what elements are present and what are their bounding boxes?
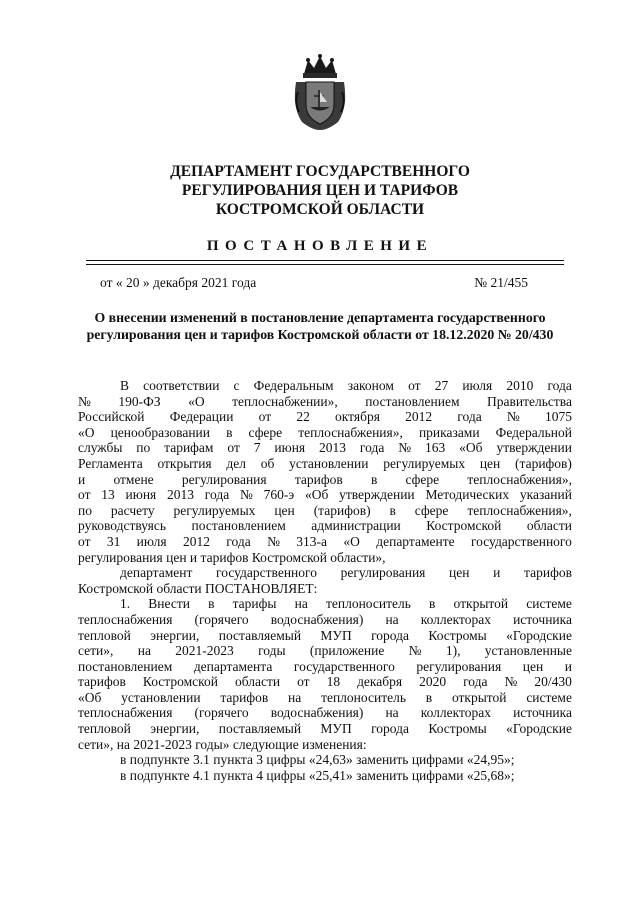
- word: сфере: [248, 424, 283, 440]
- word: №: [398, 440, 412, 456]
- word: Регламента: [78, 455, 143, 471]
- word: тарифов: [524, 565, 572, 581]
- word: регулирования: [416, 658, 502, 674]
- word: годы: [258, 643, 286, 659]
- justified-line: [78, 472, 572, 488]
- word: и: [493, 565, 501, 581]
- word: «Об: [304, 487, 329, 503]
- word: цен: [449, 565, 470, 581]
- word: службы: [78, 440, 123, 456]
- word: теплоснабжении»,: [232, 393, 338, 409]
- header-line-3: КОСТРОМСКОЙ ОБЛАСТИ: [215, 201, 425, 218]
- word: и: [564, 658, 572, 674]
- word: тепловой: [78, 721, 131, 737]
- word: 2010: [506, 378, 534, 393]
- word: (тарифов): [313, 502, 371, 518]
- justified-line: [78, 440, 572, 456]
- word: энергии,: [150, 721, 200, 737]
- word: в: [425, 689, 433, 705]
- justified-line: [78, 705, 572, 721]
- word: 20/430: [534, 674, 572, 690]
- justified-line: [78, 721, 572, 737]
- word: В: [120, 378, 130, 393]
- justified-line: [78, 409, 572, 425]
- word: №: [240, 487, 253, 503]
- word: в: [389, 502, 396, 518]
- word: в: [370, 471, 378, 487]
- word: Методических: [425, 487, 510, 503]
- word: дел: [226, 455, 246, 471]
- word: 2013: [167, 487, 195, 503]
- word: от: [227, 440, 240, 456]
- word: №: [267, 533, 280, 549]
- word: года: [359, 440, 385, 456]
- word: 190-ФЗ: [118, 393, 161, 409]
- word: теплоснабжения»,: [467, 502, 572, 518]
- word: постановлением: [78, 658, 173, 674]
- word: поставляемый: [218, 721, 302, 737]
- kostroma-coat-of-arms-icon: [290, 52, 350, 132]
- word: «О: [188, 393, 205, 409]
- word: коллекторах: [420, 611, 491, 627]
- word: по: [136, 440, 151, 456]
- word: «Городские: [506, 627, 572, 643]
- word: (горячего: [194, 705, 249, 721]
- word: 313-а: [296, 533, 328, 549]
- word: в: [226, 424, 233, 440]
- word: законом: [347, 378, 394, 393]
- word: об: [260, 455, 275, 471]
- document-date: от « 20 » декабря 2021 года: [100, 275, 257, 290]
- word: Правительства: [487, 393, 572, 409]
- word: (горячего: [194, 611, 249, 627]
- word: «О: [343, 533, 360, 549]
- word: в: [429, 596, 436, 612]
- word: от: [408, 378, 421, 393]
- paragraph-item-1-last-line: сети», на 2021-2023 годы» следующие изменения:: [78, 736, 367, 752]
- word: отмене: [113, 471, 154, 487]
- justified-line: [78, 456, 572, 472]
- word: года: [463, 674, 488, 690]
- word: на: [288, 689, 302, 705]
- justified-line: [78, 425, 572, 441]
- word: тепловой: [78, 627, 131, 643]
- word: на: [294, 596, 308, 612]
- word: 2012: [405, 409, 433, 425]
- word: администрации: [311, 518, 401, 534]
- word: постановлением: [365, 393, 460, 409]
- justified-line: [78, 612, 572, 628]
- word: открытой: [451, 689, 507, 705]
- word: и: [78, 471, 86, 487]
- word: 2012: [182, 533, 210, 549]
- word: Костромской: [142, 674, 218, 690]
- word: сфере: [414, 502, 449, 518]
- word: (тарифов): [515, 455, 572, 471]
- justified-line: [78, 378, 572, 394]
- justified-line: [78, 534, 572, 550]
- word: года: [547, 378, 572, 393]
- word: системе: [526, 689, 572, 705]
- word: 27: [434, 378, 449, 393]
- word: регулируемых: [383, 455, 466, 471]
- word: теплоснабжения: [78, 705, 173, 721]
- word: департаменте: [376, 533, 455, 549]
- justified-line: [78, 503, 572, 519]
- word: от: [78, 533, 91, 549]
- word: №: [408, 643, 422, 659]
- title-divider: [86, 260, 564, 261]
- word: Костромской: [426, 518, 502, 534]
- word: департамента: [193, 658, 273, 674]
- word: сфере: [405, 471, 440, 487]
- word: расчету: [110, 502, 155, 518]
- word: октября: [335, 409, 380, 425]
- word: «Об: [78, 689, 102, 705]
- word: 760-э: [263, 487, 295, 503]
- word: 7: [253, 440, 261, 456]
- word: 18: [326, 674, 341, 690]
- word: установленные: [484, 643, 572, 659]
- word: цен: [479, 455, 501, 471]
- justified-line: [78, 628, 572, 644]
- word: Внести: [148, 596, 190, 612]
- word: системе: [526, 596, 572, 612]
- word: Федеральной: [495, 424, 572, 440]
- department-header: [0, 162, 640, 219]
- word: теплоснабжения: [78, 611, 173, 627]
- word: на: [385, 705, 399, 721]
- word: тарифов: [78, 674, 126, 690]
- word: с: [233, 378, 240, 393]
- paragraph-item-1: [78, 596, 572, 736]
- justified-line: [78, 674, 572, 690]
- word: Российской: [78, 409, 145, 425]
- header-line-1: ДЕПАРТАМЕНТ ГОСУДАРСТВЕННОГО: [170, 163, 470, 180]
- word: 22: [296, 409, 310, 425]
- document-number: № 21/455: [474, 275, 528, 290]
- title-divider-thin: [86, 264, 564, 265]
- word: в: [208, 596, 215, 612]
- word: государственного: [216, 565, 317, 581]
- word: сети»,: [78, 643, 114, 659]
- word: регулируемых: [173, 502, 256, 518]
- justified-line: [78, 596, 572, 612]
- word: водоснабжения): [270, 705, 364, 721]
- word: коллекторах: [420, 705, 491, 721]
- word: утверждении: [496, 440, 572, 456]
- word: 2013: [319, 440, 347, 456]
- word: государственного: [293, 658, 395, 674]
- word: государственного: [470, 533, 572, 549]
- word: от: [78, 487, 91, 503]
- word: №: [78, 393, 91, 409]
- word: источника: [513, 705, 572, 721]
- word: №: [506, 409, 520, 425]
- word: водоснабжения): [270, 611, 364, 627]
- word: июля: [462, 378, 493, 393]
- word: тарифов: [220, 689, 269, 705]
- subject-line-1: О внесении изменений в постановление департамента государственного: [94, 310, 546, 325]
- word: указаний: [519, 487, 572, 503]
- word: Костромы: [428, 721, 487, 737]
- word: тарифам: [164, 440, 214, 456]
- change-item-1: в подпункте 3.1 пункта 3 цифры «24,63» заменить цифрами «24,95»;: [120, 752, 515, 768]
- word: июля: [136, 533, 167, 549]
- word: «Об: [459, 440, 483, 456]
- document-type-title: ПОСТАНОВЛЕНИЕ: [206, 238, 434, 254]
- paragraph-preamble: [78, 378, 572, 550]
- justified-line: [78, 643, 572, 659]
- paragraph-preamble-last-line: регулирования цен и тарифов Костромской области»,: [78, 549, 386, 565]
- word: города: [371, 721, 410, 737]
- justified-line: [78, 487, 572, 503]
- word: теплоноситель: [321, 689, 406, 705]
- word: приказами: [418, 424, 480, 440]
- word: энергии,: [150, 627, 200, 643]
- word: 31: [106, 533, 121, 549]
- word: тарифы: [232, 596, 277, 612]
- word: области: [526, 518, 572, 534]
- word: теплоснабжения»,: [298, 424, 403, 440]
- word: МУП: [320, 627, 352, 643]
- word: утверждении: [339, 487, 415, 503]
- word: города: [371, 627, 410, 643]
- header-line-2: РЕГУЛИРОВАНИЯ ЦЕН И ТАРИФОВ: [181, 182, 459, 199]
- word: от: [297, 674, 310, 690]
- word: по: [78, 502, 92, 518]
- word: тарифов: [294, 471, 343, 487]
- word: регулирования: [181, 471, 267, 487]
- subject-line-2: регулирования цен и тарифов Костромской области от 18.12.2020 № 20/430: [86, 327, 554, 342]
- justified-line: [78, 690, 572, 706]
- word: 13: [101, 487, 115, 503]
- word: источника: [513, 611, 572, 627]
- word: 2020: [419, 674, 447, 690]
- word: года: [226, 533, 251, 549]
- word: цен: [522, 658, 544, 674]
- word: (приложение: [309, 643, 385, 659]
- word: области: [234, 674, 281, 690]
- document-body: [78, 378, 572, 783]
- word: июня: [274, 440, 306, 456]
- word: 1075: [545, 409, 572, 425]
- justified-line: [120, 565, 572, 581]
- word: поставляемый: [218, 627, 302, 643]
- paragraph-department-last-line: Костромской области ПОСТАНОВЛЯЕТ:: [78, 580, 318, 596]
- word: 2021-2023: [175, 643, 234, 659]
- word: руководствуясь: [78, 518, 167, 534]
- word: регулирования: [340, 565, 426, 581]
- word: Костромы: [428, 627, 487, 643]
- word: Федеральным: [253, 378, 334, 393]
- word: установлении: [289, 455, 369, 471]
- word: на: [137, 643, 151, 659]
- word: «Городские: [506, 721, 572, 737]
- word: 1),: [445, 643, 461, 659]
- word: 163: [425, 440, 446, 456]
- word: открытой: [453, 596, 509, 612]
- word: «О: [78, 424, 95, 440]
- word: года: [204, 487, 230, 503]
- word: на: [385, 611, 399, 627]
- justified-line: [78, 394, 572, 410]
- justified-line: [78, 659, 572, 675]
- word: года: [457, 409, 482, 425]
- word: теплоноситель: [325, 596, 411, 612]
- word: постановлением: [191, 518, 286, 534]
- word: Федерации: [169, 409, 234, 425]
- document-subject: [60, 309, 580, 343]
- justified-line: [78, 518, 572, 534]
- word: декабря: [357, 674, 403, 690]
- word: №: [504, 674, 518, 690]
- word: соответствии: [143, 378, 220, 393]
- word: июня: [125, 487, 157, 503]
- word: ценообразовании: [110, 424, 210, 440]
- word: теплоснабжения»,: [467, 471, 572, 487]
- word: открытия: [157, 455, 212, 471]
- word: 1.: [120, 596, 131, 612]
- word: МУП: [320, 721, 352, 737]
- word: цен: [274, 502, 295, 518]
- paragraph-department: [78, 565, 572, 581]
- change-item-2: в подпункте 4.1 пункта 4 цифры «25,41» заменить цифрами «25,68»;: [120, 767, 515, 783]
- word: установлении: [121, 689, 201, 705]
- word: департамент: [120, 565, 193, 581]
- word: от: [258, 409, 272, 425]
